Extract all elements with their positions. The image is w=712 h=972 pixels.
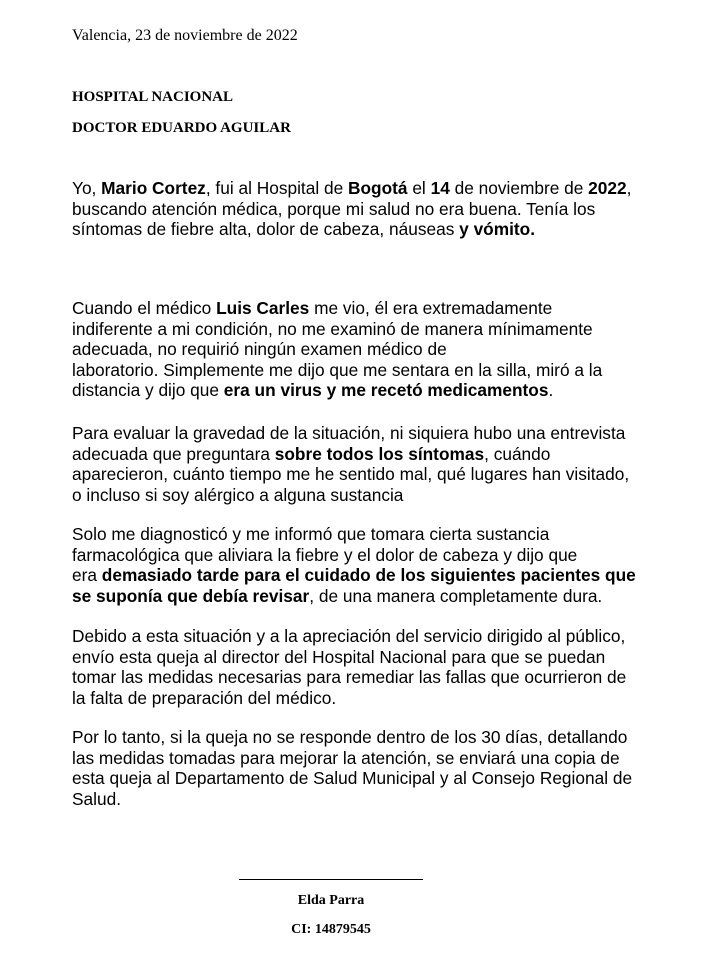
- text-run: las medidas tomadas para mejorar la atención, se enviará una copia de: [72, 747, 620, 768]
- date-line: Valencia, 23 de noviembre de 2022: [72, 27, 298, 44]
- bold-text-run: Luis Carles: [216, 298, 310, 318]
- text-run: buscando atención médica, porque mi salud no era buena. Tenía los: [72, 198, 596, 219]
- text-run: la falta de preparación del médico.: [72, 687, 337, 708]
- bold-text-run: Mario Cortez: [101, 178, 206, 198]
- text-run: síntomas de fiebre alta, dolor de cabeza, náuseas: [72, 219, 460, 239]
- signature-id: CI: 14879545: [291, 922, 371, 937]
- text-run: indiferente a mi condición, no me examinó de manera mínimamente: [72, 318, 593, 339]
- paragraph-doctor-visit: [72, 298, 672, 401]
- signature-line: [239, 879, 423, 880]
- text-run: esta queja al Departamento de Salud Municipal y al Consejo Regional de: [72, 768, 633, 788]
- text-run: Cuando el médico: [72, 298, 217, 318]
- bold-text-run: se suponía que debía revisar: [72, 585, 310, 606]
- text-run: el: [407, 178, 431, 198]
- text-run: laboratorio. Simplemente me dijo que me sentara en la silla, miró a la: [72, 359, 603, 380]
- bold-text-run: demasiado tarde para el cuidado de los siguientes pacientes que: [101, 565, 636, 585]
- text-run: distancia y dijo que: [72, 380, 224, 400]
- bold-text-run: era un virus y me recetó medicamentos: [223, 380, 549, 400]
- paragraph-deadline: [72, 727, 672, 809]
- bold-text-run: sobre todos los síntomas: [274, 443, 485, 464]
- recipient-doctor: DOCTOR EDUARDO AGUILAR: [72, 120, 291, 136]
- text-run: envío esta queja al director del Hospital Nacional para que se puedan: [72, 646, 606, 667]
- signature-name: Elda Parra: [297, 893, 365, 908]
- text-run: , cuándo: [484, 443, 551, 464]
- paragraph-diagnosis: [72, 524, 672, 606]
- text-run: de noviembre de: [449, 178, 589, 198]
- bold-text-run: 2022: [588, 178, 627, 198]
- text-run: era: [72, 565, 102, 585]
- bold-text-run: y vómito.: [459, 219, 536, 239]
- bold-text-run: 14: [430, 178, 450, 198]
- recipient-hospital: HOSPITAL NACIONAL: [72, 89, 234, 105]
- text-run: farmacológica que aliviara la fiebre y el dolor de cabeza y dijo que: [72, 544, 578, 565]
- text-run: Salud.: [72, 788, 122, 809]
- text-run: me vio, él era extremadamente: [309, 298, 553, 318]
- text-run: , de una manera completamente dura.: [309, 585, 603, 606]
- text-run: .: [548, 380, 554, 400]
- text-run: Solo me diagnosticó y me informó que tomara cierta sustancia: [72, 524, 550, 544]
- text-run: Debido a esta situación y a la apreciación del servicio dirigido al público,: [72, 626, 626, 646]
- text-run: ,: [626, 178, 632, 198]
- text-run: aparecieron, cuánto tiempo me he sentido mal, qué lugares han visitado,: [72, 464, 630, 484]
- paragraph-evaluation: [72, 423, 672, 505]
- text-run: , fui al Hospital de: [205, 178, 348, 198]
- text-run: adecuada, no requirió ningún examen médico de: [72, 339, 447, 359]
- text-run: o incluso si soy alérgico a alguna sustancia: [72, 484, 404, 505]
- text-run: Por lo tanto, si la queja no se responde dentro de los 30 días, detallando: [72, 727, 628, 747]
- text-run: Yo,: [72, 178, 102, 198]
- paragraph-intro: [72, 178, 672, 240]
- text-run: tomar las medidas necesarias para remediar las fallas que ocurrieron de: [72, 667, 627, 687]
- bold-text-run: Bogotá: [348, 178, 408, 198]
- paragraph-complaint: [72, 626, 672, 708]
- text-run: adecuada que preguntara: [72, 443, 275, 464]
- text-run: Para evaluar la gravedad de la situación, ni siquiera hubo una entrevista: [72, 423, 626, 443]
